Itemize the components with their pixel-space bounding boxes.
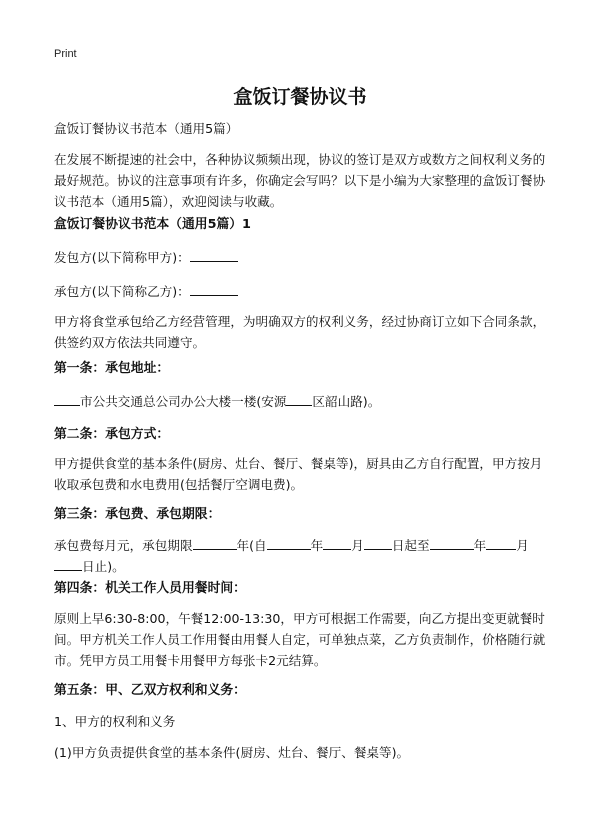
fee-text: 承包费每月元，	[54, 538, 143, 553]
article-1-title: 第一条：承包地址：	[54, 361, 170, 376]
section-heading: 盒饭订餐协议书范本（通用5篇）1	[54, 217, 251, 232]
end-month-text: 月	[516, 538, 529, 553]
start-day-blank	[364, 536, 392, 550]
article-1-text-b: 区韶山路)。	[312, 394, 381, 409]
start-year-text: 年	[310, 538, 324, 553]
term-years-text: 年(自	[236, 538, 267, 553]
article-3-title: 第三条：承包费、承包期限：	[54, 507, 221, 522]
document-title: 盒饭订餐协议书	[233, 86, 367, 108]
party-a-blank	[190, 248, 238, 262]
start-year-blank	[267, 536, 311, 550]
article-1-text-a: 市公共交通总公司办公大楼一楼(安源	[80, 394, 287, 409]
district-blank	[286, 392, 312, 406]
article-1-body	[54, 391, 550, 412]
article-4-title: 第四条：机关工作人员用餐时间：	[54, 581, 246, 596]
article-5-subheading: 1、甲方的权利和义务	[54, 714, 176, 729]
article-3-body	[54, 535, 550, 577]
article-5-title: 第五条：甲、乙双方权利和义务：	[54, 683, 246, 698]
term-years-blank	[193, 536, 237, 550]
party-a-line	[54, 247, 550, 268]
party-b-blank	[190, 282, 238, 296]
article-4-body: 原则上早6:30-8:00，午餐12:00-13:30，甲方可根据工作需要，向乙方提出变更就餐时间。甲方机关工作人员工作用餐由用餐人自定，可单独点菜，乙方负责制作，价格随行就市。凭甲方员工用餐卡用餐甲方每张卡2元结算。	[54, 611, 546, 668]
end-year-blank	[430, 536, 474, 550]
print-link[interactable]: Print	[54, 48, 77, 60]
start-day-text: 日起至	[391, 538, 430, 553]
intro-paragraph: 在发展不断提速的社会中，各种协议频频出现，协议的签订是双方或数方之间权利义务的最好规范。协议的注意事项有许多，你确定会写吗？以下是小编为大家整理的盒饭订餐协议书范本（通用5篇），欢迎阅读与收藏。	[54, 152, 546, 209]
start-month-blank	[323, 536, 351, 550]
term-text: 承包期限	[142, 538, 193, 553]
document-subtitle: 盒饭订餐协议书范本（通用5篇）	[54, 121, 239, 136]
end-year-text: 年	[473, 538, 487, 553]
article-5-item-1: (1)甲方负责提供食堂的基本条件(厨房、灶台、餐厅、餐桌等)。	[54, 745, 410, 760]
start-month-text: 月	[351, 538, 364, 553]
article-2-title: 第二条：承包方式：	[54, 427, 170, 442]
party-b-label: 承包方(以下简称乙方)：	[54, 284, 190, 299]
city-blank	[54, 392, 80, 406]
end-day-blank	[54, 557, 82, 571]
article-2-body: 甲方提供食堂的基本条件(厨房、灶台、餐厅、餐桌等)，厨具由乙方自行配置，甲方按月收取承包费和水电费用(包括餐厅空调电费)。	[54, 456, 543, 492]
end-month-blank	[486, 536, 516, 550]
party-b-line	[54, 281, 550, 302]
party-a-label: 发包方(以下简称甲方)：	[54, 250, 190, 265]
preamble-paragraph: 甲方将食堂承包给乙方经营管理，为明确双方的权利义务，经过协商订立如下合同条款，供签约双方依法共同遵守。	[54, 314, 546, 350]
end-day-text: 日止)。	[82, 559, 125, 574]
